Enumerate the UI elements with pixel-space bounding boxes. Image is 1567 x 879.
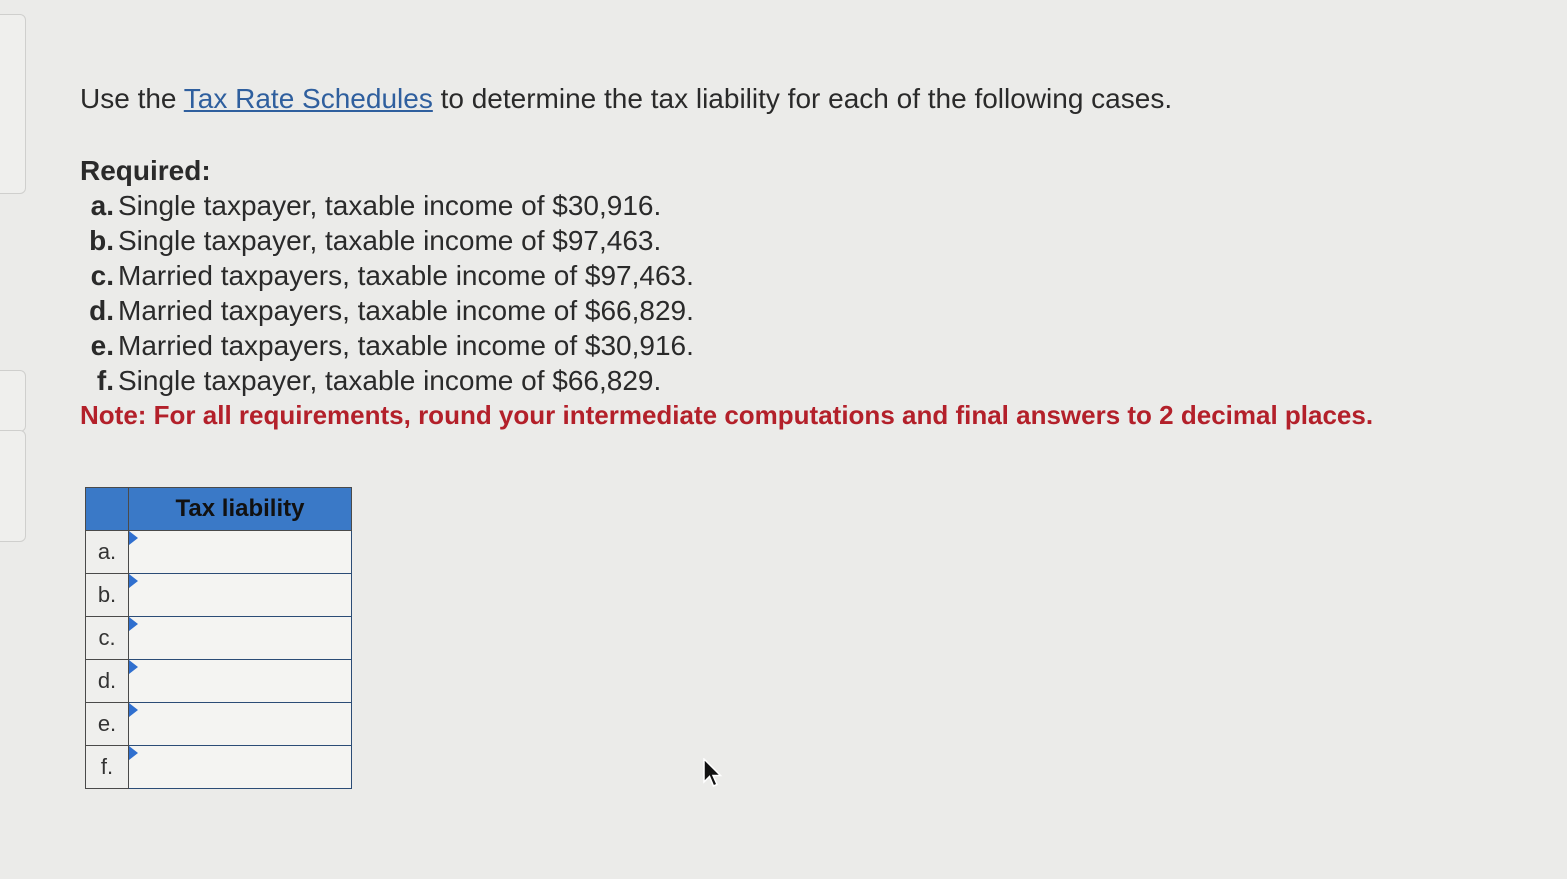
input-marker-icon <box>129 574 138 588</box>
answer-cell[interactable] <box>129 531 352 574</box>
table-row <box>86 746 352 789</box>
requirement-letter: b. <box>89 225 114 256</box>
table-row <box>86 531 352 574</box>
requirement-item <box>80 223 1560 258</box>
table-row <box>86 703 352 746</box>
requirement-item <box>80 328 1560 363</box>
table-header-row <box>86 488 352 531</box>
intro-text-after: to determine the tax liability for each of the following cases. <box>432 83 1173 114</box>
requirement-letter: e. <box>90 330 114 361</box>
requirement-item <box>80 363 1560 398</box>
answer-cell[interactable] <box>129 617 352 660</box>
requirement-letter: d. <box>89 295 114 326</box>
answer-cell[interactable] <box>129 574 352 617</box>
mouse-pointer-icon <box>703 758 723 795</box>
requirement-letter: a. <box>90 190 114 221</box>
table-corner-cell <box>86 488 129 531</box>
row-label: a. <box>86 531 129 574</box>
answer-cell[interactable] <box>129 746 352 789</box>
requirement-letter: c. <box>90 260 114 291</box>
table-row <box>86 660 352 703</box>
requirement-text: Single taxpayer, taxable income of $66,829. <box>118 365 662 396</box>
table-row <box>86 617 352 660</box>
tax-rate-schedules-link[interactable]: Tax Rate Schedules <box>183 83 433 114</box>
requirement-text: Single taxpayer, taxable income of $97,463. <box>118 225 662 256</box>
tax-liability-input-e[interactable] <box>129 703 351 745</box>
requirement-item <box>80 258 1560 293</box>
side-panel-tab <box>0 14 26 194</box>
tax-liability-input-d[interactable] <box>129 660 351 702</box>
requirement-item <box>80 293 1560 328</box>
tax-liability-table <box>85 487 352 789</box>
input-marker-icon <box>129 617 138 631</box>
requirement-text: Married taxpayers, taxable income of $97,463. <box>118 260 694 291</box>
answer-cell[interactable] <box>129 703 352 746</box>
input-marker-icon <box>129 531 138 545</box>
tax-liability-input-f[interactable] <box>129 746 351 788</box>
row-label: c. <box>86 617 129 660</box>
side-panel-tab <box>0 430 26 542</box>
input-marker-icon <box>129 746 138 760</box>
row-label: f. <box>86 746 129 789</box>
input-marker-icon <box>129 660 138 674</box>
requirement-text: Married taxpayers, taxable income of $66,829. <box>118 295 694 326</box>
rounding-note: Note: For all requirements, round your intermediate computations and final answers to 2 decimal places. <box>80 400 1374 430</box>
answer-cell[interactable] <box>129 660 352 703</box>
input-marker-icon <box>129 703 138 717</box>
intro-text-before: Use the <box>80 83 184 114</box>
tax-liability-input-b[interactable] <box>129 574 351 616</box>
required-heading: Required: <box>80 155 211 186</box>
requirement-text: Married taxpayers, taxable income of $30,916. <box>118 330 694 361</box>
question-content <box>80 80 1560 432</box>
tax-liability-input-a[interactable] <box>129 531 351 573</box>
tax-liability-input-c[interactable] <box>129 617 351 659</box>
table-row <box>86 574 352 617</box>
requirement-item <box>80 188 1560 223</box>
tax-liability-header: Tax liability <box>129 488 352 531</box>
requirement-text: Single taxpayer, taxable income of $30,916. <box>118 190 662 221</box>
requirements-list <box>80 188 1560 398</box>
row-label: b. <box>86 574 129 617</box>
row-label: d. <box>86 660 129 703</box>
requirement-letter: f. <box>96 365 114 396</box>
question-intro <box>80 80 1560 118</box>
row-label: e. <box>86 703 129 746</box>
side-panel-tab <box>0 370 26 432</box>
